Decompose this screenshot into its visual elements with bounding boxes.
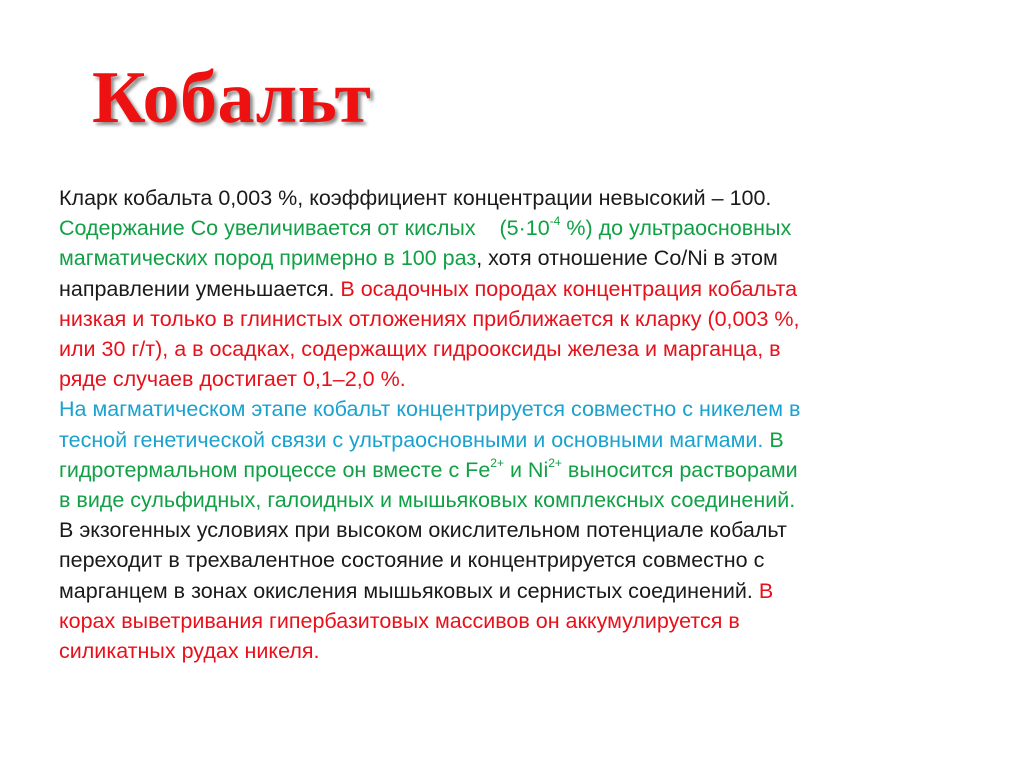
text-line-11: [59, 485, 959, 515]
text-line-12: [59, 515, 959, 545]
text-line-1: [59, 183, 959, 213]
text-span: марганцем в зонах окисления мышьяковых и сернистых соединений.: [59, 578, 759, 603]
text-span: переходит в трехвалентное состояние и концентрируется совместно с: [59, 548, 765, 573]
text-span: , хотя отношение Co/Ni в этом: [476, 246, 778, 271]
text-span: в виде сульфидных, галоидных и мышьяковых комплексных соединений.: [59, 488, 796, 513]
text-span: На магматическом этапе кобальт концентрируется совместно с никелем в: [59, 397, 801, 422]
text-span: В экзогенных условиях при высоком окислительном потенциале кобальт: [59, 518, 787, 543]
text-line-4: [59, 274, 959, 304]
text-span: гидротермальном процессе он вместе с Fe: [59, 457, 491, 482]
text-line-10: [59, 455, 959, 485]
text-span: В осадочных породах концентрация кобальта: [340, 276, 798, 301]
text-line-9: [59, 425, 959, 455]
text-line-6: [59, 334, 959, 364]
text-line-13: [59, 545, 959, 575]
slide-title: Кобальт: [92, 57, 372, 139]
text-span: ряде случаев достигает 0,1–2,0 %.: [59, 367, 406, 392]
text-span: Кларк кобальта 0,003 %, коэффициент концентрации невысокий – 100.: [59, 186, 772, 210]
text-span: В: [758, 578, 774, 603]
text-line-14: [59, 576, 959, 606]
slide-body-text: [59, 183, 959, 666]
text-span: корах выветривания гипербазитовых массивов он аккумулируется в: [59, 608, 740, 633]
text-span: низкая и только в глинистых отложениях приближается к кларку (0,003 %,: [59, 306, 800, 331]
text-line-8: [59, 394, 959, 424]
text-span: силикатных рудах никеля.: [59, 639, 320, 664]
text-span: и Ni: [503, 457, 549, 482]
text-line-15: [59, 606, 959, 636]
superscript: 2+: [548, 455, 562, 470]
text-span: тесной генетической связи с ультраосновными и основными магмами.: [59, 427, 770, 452]
text-span: или 30 г/т), а в осадках, содержащих гидрооксиды железа и марганца, в: [59, 337, 781, 362]
text-line-7: [59, 364, 959, 394]
superscript: -4: [549, 214, 561, 229]
text-span: магматических пород примерно в 100 раз: [59, 246, 477, 271]
text-line-3: [59, 243, 959, 273]
text-span: %) до ультраосновных: [560, 216, 792, 241]
superscript: 2+: [490, 455, 504, 470]
text-span: Содержание Co увеличивается от кислых (5·10: [59, 216, 550, 241]
text-line-2: [59, 213, 959, 243]
text-span: выносится растворами: [561, 457, 798, 482]
text-line-5: [59, 304, 959, 334]
text-span: В: [769, 427, 784, 452]
text-line-16: [59, 636, 959, 666]
text-span: направлении уменьшается.: [59, 276, 341, 301]
